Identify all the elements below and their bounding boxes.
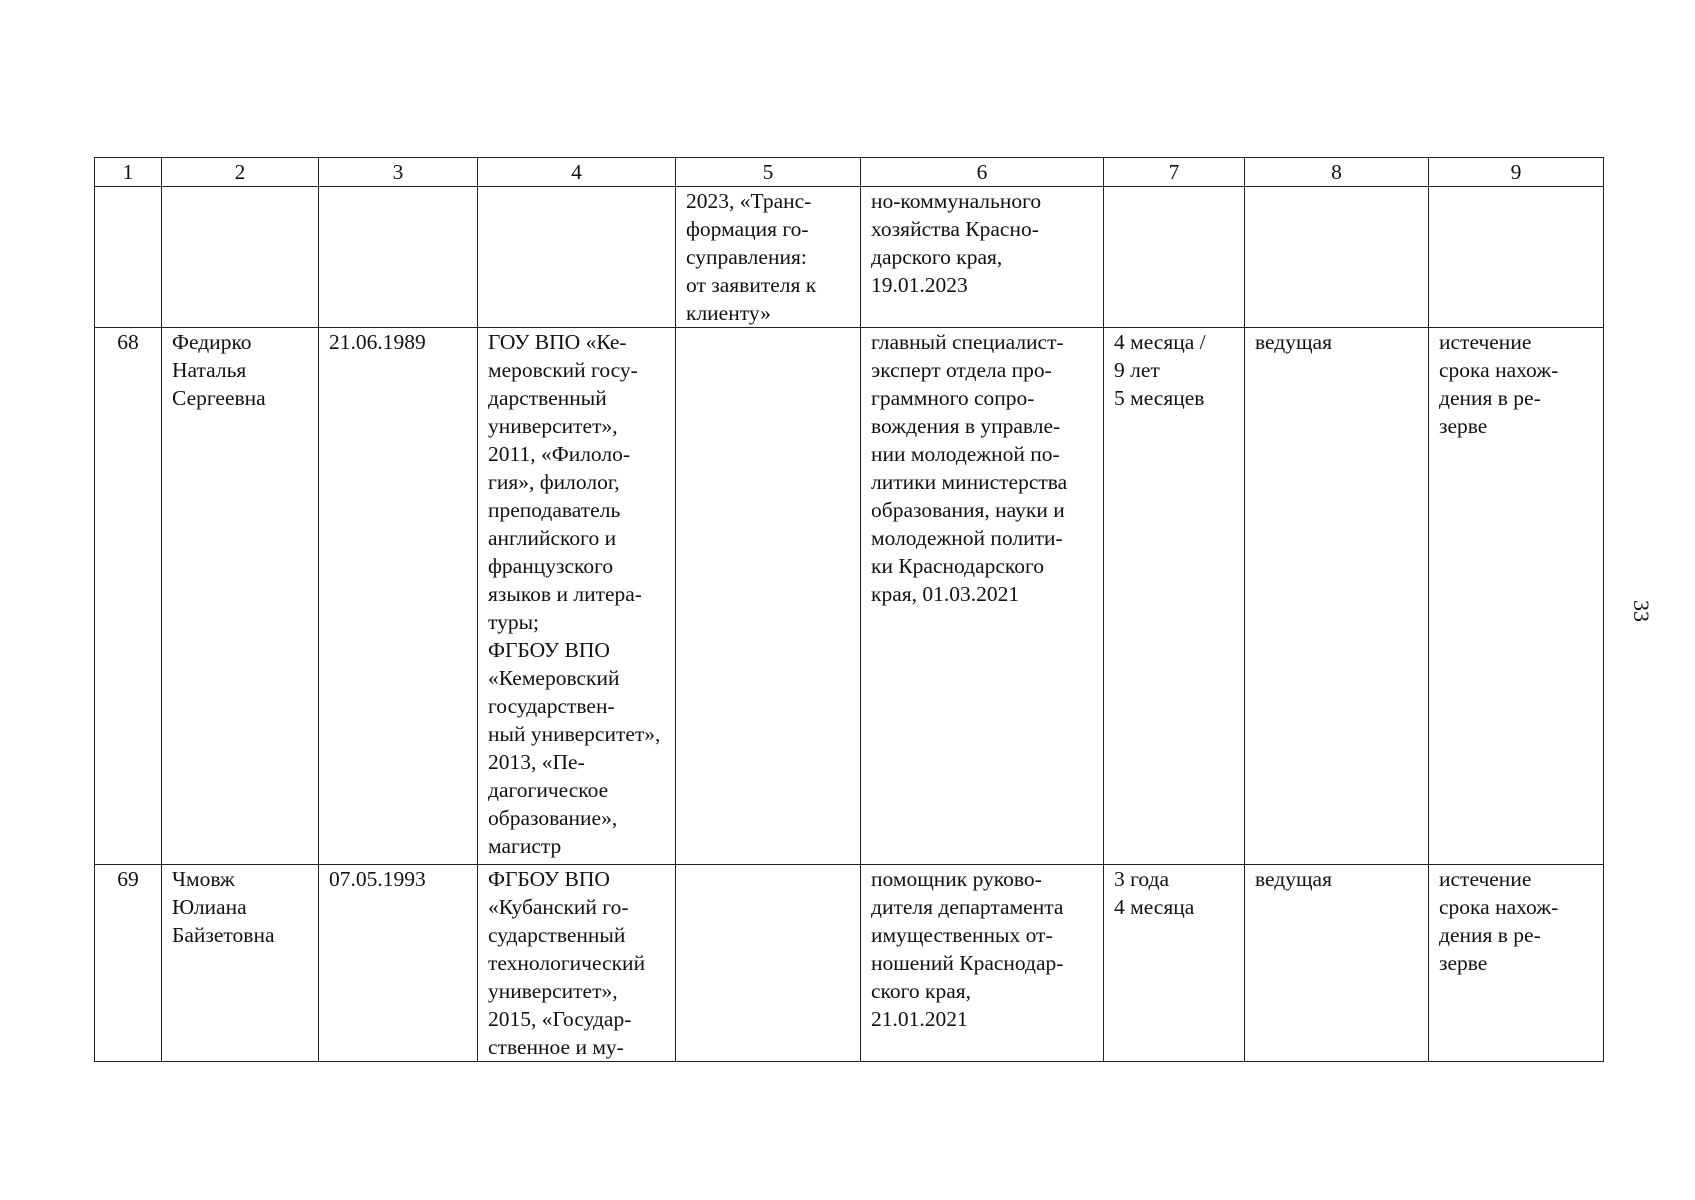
group-cell: ведущая [1245,328,1429,865]
position-cell: главный специалист- эксперт отдела про- граммного сопро- вождения в управле- нии молодежной по- литики министерства образования, науки и молодежной полити- ки Краснодарского края, 01.03.2021 [861,328,1104,865]
experience-cell: 3 года 4 месяца [1104,865,1245,1062]
reserve-table [94,157,1604,1062]
birth-date-cell: 21.06.1989 [319,328,478,865]
group-cell: ведущая [1245,865,1429,1062]
column-number: 3 [319,158,478,187]
group-cell [1245,187,1429,328]
column-number: 2 [162,158,319,187]
training-cell: 2023, «Транс- формация го- суправления: от заявителя к клиенту» [676,187,861,328]
column-number: 9 [1429,158,1604,187]
page-number: 33 [1629,600,1654,622]
experience-cell [1104,187,1245,328]
education-cell [478,187,676,328]
education-cell: ГОУ ВПО «Ке- меровский госу- дарственный университет», 2011, «Филоло- гия», филолог, преподаватель английского и французского языков и литера- туры; ФГБОУ ВПО «Кемеровский государствен- ный университет», 2013, «Пе- дагогическое образование», магистр [478,328,676,865]
row-number-cell: 68 [95,328,162,865]
column-number: 5 [676,158,861,187]
training-cell [676,328,861,865]
table-row [95,865,1604,1062]
training-cell [676,865,861,1062]
row-number-cell: 69 [95,865,162,1062]
birth-date-cell: 07.05.1993 [319,865,478,1062]
full-name-cell: Федирко Наталья Сергеевна [162,328,319,865]
table-row-continuation [95,187,1604,328]
position-cell: но-коммунального хозяйства Красно- дарского края, 19.01.2023 [861,187,1104,328]
reason-cell: истечение срока нахож- дения в ре- зерве [1429,328,1604,865]
column-number: 8 [1245,158,1429,187]
birth-date-cell [319,187,478,328]
reason-cell: истечение срока нахож- дения в ре- зерве [1429,865,1604,1062]
education-cell: ФГБОУ ВПО «Кубанский го- сударственный технологический университет», 2015, «Государ- ственное и му- [478,865,676,1062]
reason-cell [1429,187,1604,328]
column-number: 1 [95,158,162,187]
full-name-cell [162,187,319,328]
row-number-cell [95,187,162,328]
table-row [95,328,1604,865]
column-number-row [95,158,1604,187]
column-number: 6 [861,158,1104,187]
position-cell: помощник руково- дителя департамента имущественных от- ношений Краснодар- ского края, 21.01.2021 [861,865,1104,1062]
full-name-cell: Чмовж Юлиана Байзетовна [162,865,319,1062]
column-number: 7 [1104,158,1245,187]
column-number: 4 [478,158,676,187]
experience-cell: 4 месяца / 9 лет 5 месяцев [1104,328,1245,865]
